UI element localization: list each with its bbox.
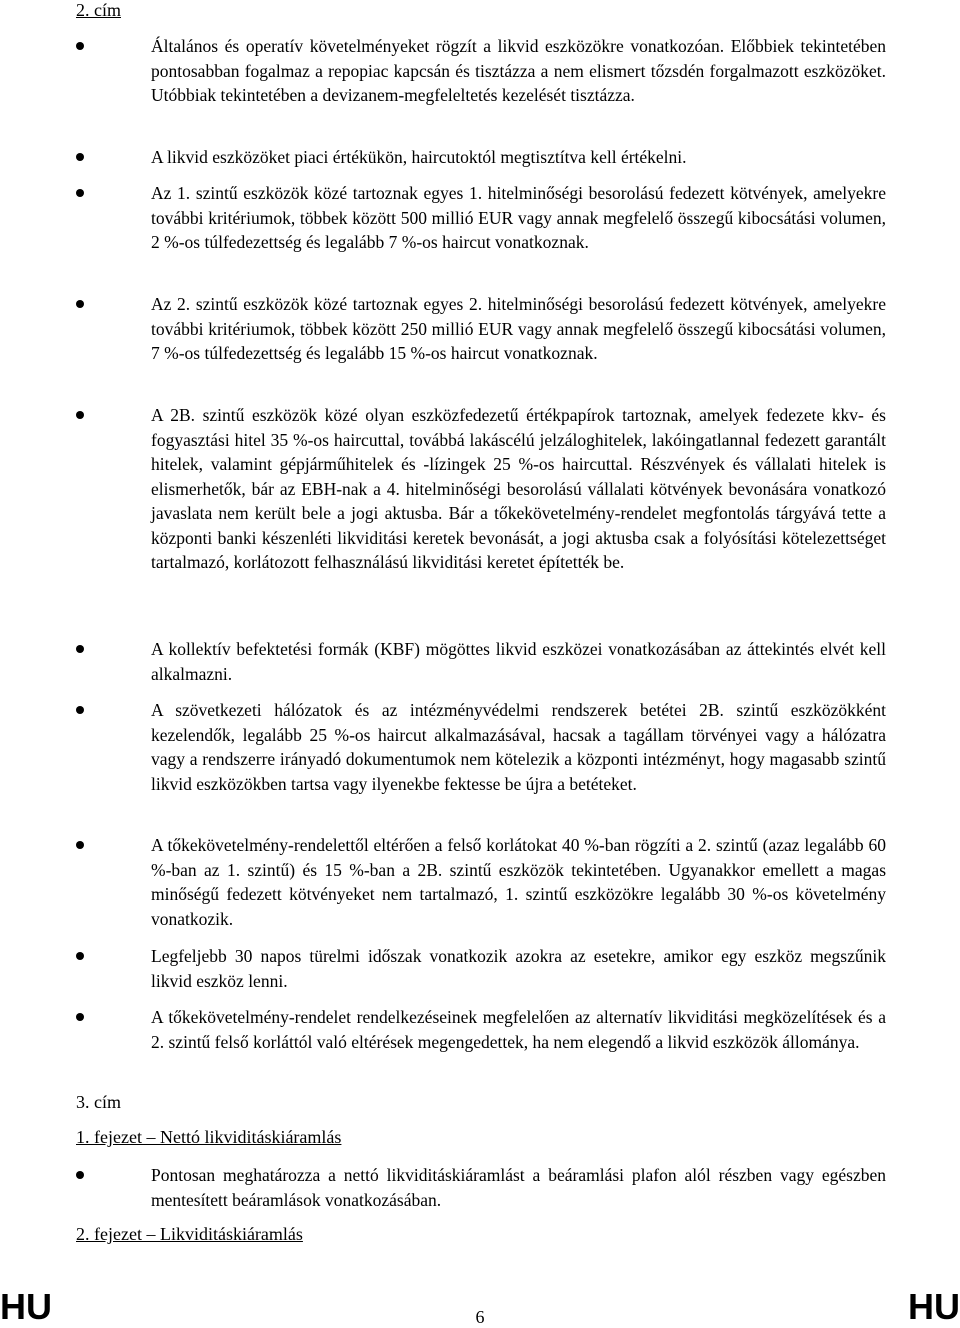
- list-item-text: A tőkekövetelmény-rendelettől eltérően a felső korlátokat 40 %-ban rögzíti a 2. szintű (azaz legalább 60 %-ban az 1. szintű) és 15 %-ban a 2B. szintű eszközök tekintetében. Ugyanakkor emellett a magas minőségű fedezett kötvényeket nem tartalmazó, 1. szintű eszközökre legalább 30 %-os követelmény vonatkozik.: [151, 835, 886, 929]
- bullet-icon: [76, 706, 84, 714]
- page-number: 6: [475, 1307, 485, 1327]
- bullet-icon: [76, 1013, 84, 1021]
- heading-3-cim: 3. cím: [76, 1092, 121, 1112]
- footer-language-label-left: HU: [0, 1286, 52, 1327]
- list-item-text: Pontosan meghatározza a nettó likviditáskiáramlást a beáramlási plafon alól részben vagy egészben mentesített beáramlások vonatkozásában.: [151, 1165, 886, 1210]
- list-item-text: A 2B. szintű eszközök közé olyan eszközfedezetű értékpapírok tartoznak, amelyek fedezete kkv- és fogyasztási hitel 35 %-os haircuttal, továbbá lakáscélú jelzáloghitelek, lakóingatlannal fedezett garantált hitelek, valamint gépjárműhitelek és -lízingek 25 %-os haircuttal. Részvények és vállalati hitelek is elismerhetők, bár az EBH-nak a 4. hitelminőségi besorolású vállalati kötvények bevonására vonatkozó javaslata nem került bele a jogi aktusba. Bár a tőkekövetelmény-rendelet megfontolás tárgyává tette a központi banki készenléti likviditási keretek bevonását, a jogi aktusba csak a folyósítási kötelezettséget tartalmazó, korlátozott felhasználású likviditási keretet építették be.: [151, 405, 886, 572]
- list-item-text: Legfeljebb 30 napos türelmi időszak vonatkozik azokra az esetekre, amikor egy eszköz megszűnik likvid eszköz lenni.: [151, 946, 886, 991]
- bullet-icon: [76, 153, 84, 161]
- list-item-text: A szövetkezeti hálózatok és az intézményvédelmi rendszerek betétei 2B. szintű eszközökként kezelendők, legalább 25 %-os haircut alkalmazásával, hacsak a tagállam törvényei vagy a hálózatra vagy a rendszerre irányadó dokumentumok nem kötelezik a központi intézményt, hogy magasabb szintű likvid eszközökben tartsa vagy ilyenekbe fektesse be újra a betéteket.: [151, 700, 886, 794]
- bullet-icon: [76, 645, 84, 653]
- heading-fejezet-1: 1. fejezet – Nettó likviditáskiáramlás: [76, 1127, 342, 1147]
- bullet-icon: [76, 952, 84, 960]
- list-item-text: A likvid eszközöket piaci értékükön, haircutoktól megtisztítva kell értékelni.: [151, 147, 687, 167]
- bullet-icon: [76, 42, 84, 50]
- heading-fejezet-2: 2. fejezet – Likviditáskiáramlás: [76, 1224, 303, 1244]
- heading-2-cim: 2. cím: [76, 0, 121, 20]
- footer-language-label-right: HU: [908, 1286, 960, 1327]
- bullet-icon: [76, 411, 84, 419]
- bullet-icon: [76, 1171, 84, 1179]
- list-item-text: A tőkekövetelmény-rendelet rendelkezéseinek megfelelően az alternatív likviditási megközelítések és a 2. szintű felső korláttól való eltérések megengedettek, ha nem elegendő a likvid eszközök állománya.: [151, 1007, 886, 1052]
- list-item-text: A kollektív befektetési formák (KBF) mögöttes likvid eszközei vonatkozásában az áttekintés elvét kell alkalmazni.: [151, 639, 886, 684]
- bullet-icon: [76, 300, 84, 308]
- list-item-text: Az 2. szintű eszközök közé tartoznak egyes 2. hitelminőségi besorolású fedezett kötvények, amelyekre további kritériumok, többek között 250 millió EUR vagy annak megfelelő összegű kibocsátási volumen, 7 %-os túlfedezettség és legalább 15 %-os haircut vonatkoznak.: [151, 294, 886, 363]
- list-item-text: Általános és operatív követelményeket rögzít a likvid eszközökre vonatkozóan. Előbbiek tekintetében pontosabban fogalmaz a repopiac kapcsán és tisztázza a nem elismert tőzsdén forgalmazott eszközöket. Utóbbiak tekintetében a devizanem-megfeleltetés kezelését tisztázza.: [151, 36, 886, 105]
- bullet-icon: [76, 189, 84, 197]
- list-item-text: Az 1. szintű eszközök közé tartoznak egyes 1. hitelminőségi besorolású fedezett kötvények, amelyekre további kritériumok, többek között 500 millió EUR vagy annak megfelelő összegű kibocsátási volumen, 2 %-os túlfedezettség és legalább 7 %-os haircut vonatkoznak.: [151, 183, 886, 252]
- bullet-icon: [76, 841, 84, 849]
